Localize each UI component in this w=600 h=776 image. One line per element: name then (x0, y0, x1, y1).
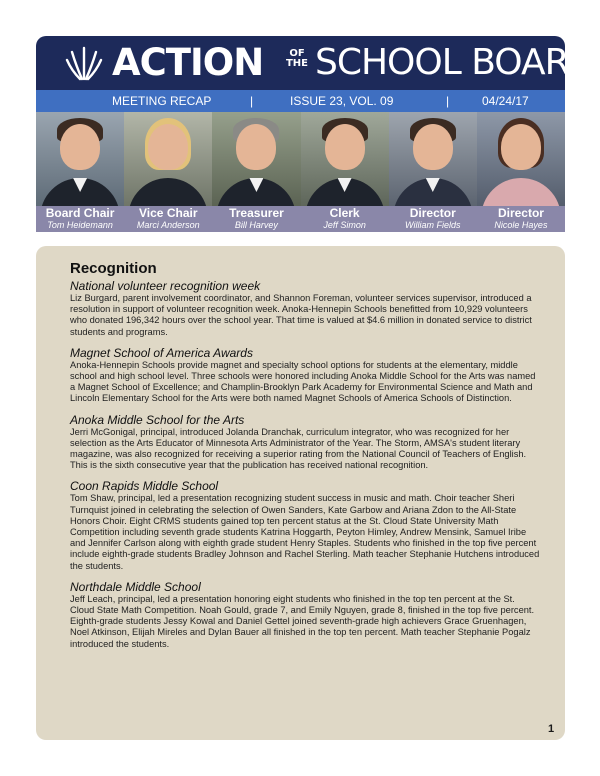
title-school-board: SCHOOL BOARD (315, 42, 596, 83)
portrait-face (148, 124, 188, 170)
section-title: Northdale Middle School (70, 579, 201, 594)
portrait-face (236, 124, 276, 170)
band-separator: | (446, 94, 450, 108)
title-action: ACTION (112, 41, 264, 84)
portrait-face (501, 124, 541, 170)
member-role: Director (409, 206, 456, 220)
board-labels (36, 206, 565, 232)
member-name: William Fields (405, 220, 461, 230)
section-body: Tom Shaw, principal, led a presentation recognizing student success in music and math. Choir teacher Sheri Turnquist joined in celebrating the selection of Owen Sanders, Kate Garbow and Ariana Zdon to the All-State Honors Choir. Eight CRMS students gained top ten percent status at the St. Cloud State University Math Competition including seventh grade students Katrina Hoggarth, Peyton Himley, Andrew Mensink, Samuel Iribe and Jennifer Carlson along with eighth grade student Henry Staples. Students who finished in the top five percent include eighth-grade students Bradley Johnson and Rachel Sterling. Math teacher Stephanie Hutchens introduced the students. (70, 493, 540, 571)
section-title: Coon Rapids Middle School (70, 479, 219, 494)
portrait-face (325, 124, 365, 170)
issue-band (36, 90, 565, 112)
member-name: Tom Heidemann (47, 220, 113, 230)
recognition-heading: Recognition (70, 260, 157, 277)
member-name: Marci Anderson (136, 220, 200, 230)
board-member-photo (301, 112, 389, 206)
portrait-face (60, 124, 100, 170)
date-label: 04/24/17 (482, 94, 529, 108)
recognition-section (70, 580, 540, 650)
section-body: Jeff Leach, principal, led a presentation honoring eight students who finished in the top ten percent at the St. Cloud State Math Competition. Noah Gould, grade 7, and Emily Nguyen, grade 8, finished in the top five percent. Eighth-grade students Jessy Kowal and Daniel Gettel joined seventh-grade high achievers Grace Gruenhagen, Noel Atkinson, Elijah Mireles and Dylan Bauer all finished in the top ten percent. Math teacher Stephanie Pogalz introduced the students. (70, 593, 535, 649)
member-role: Board Chair (45, 206, 115, 220)
board-member-photo (124, 112, 212, 206)
board-member-photo (389, 112, 477, 206)
member-name: Jeff Simon (323, 220, 366, 230)
recognition-section (70, 413, 540, 472)
member-name: Nicole Hayes (494, 220, 548, 230)
member-role: Treasurer (229, 206, 284, 220)
wheat-logo-icon (66, 46, 102, 80)
band-separator: | (250, 94, 254, 108)
member-role: Vice Chair (139, 206, 198, 220)
board-member-photo (212, 112, 300, 206)
member-name: Bill Harvey (234, 220, 278, 230)
board-member-label (389, 206, 477, 232)
board-member-label (124, 206, 212, 232)
recognition-content (70, 260, 540, 658)
recognition-panel (36, 246, 565, 740)
section-body: Anoka-Hennepin Schools provide magnet and specialty school options for students at the elementary, middle school and high school level. Three schools were honored including Anoka Middle School for the Arts was named a Magnet School of Excellence; and Champlin-Brooklyn Park Academy for Environmental Science and Math and Lincoln Elementary School for the Arts were both named Magnet Schools of America Schools of Distinction. (70, 359, 536, 404)
issue-label: ISSUE 23, VOL. 09 (290, 94, 394, 108)
section-body: Liz Burgard, parent involvement coordinator, and Shannon Foreman, volunteer services supervisor, introduced a resolution in support of volunteer recognition week. Anoka-Hennepin Schools benefitted from 10,929 volunteers who donated 196,342 hours over the school year. That time is valued at $4.6 million in donated service to district students and programs. (70, 293, 532, 337)
recognition-section (70, 279, 540, 338)
portrait-face (413, 124, 453, 170)
recognition-section (70, 346, 540, 405)
section-title: National volunteer recognition week (70, 279, 261, 293)
title-of-the (285, 49, 309, 69)
board-member-photo (477, 112, 565, 206)
board-member-label (477, 206, 565, 232)
section-body: Jerri McGonigal, principal, introduced Jolanda Dranchak, curriculum integrator, who was recognized for her selection as the Arts Educator of Minnesota Arts Administrator of the Year. The Storm, AMSA's student literary magazine, was also recognized for receiving a superior rating from the National Council of Teachers of English. This is the sixth consecutive year that the publication has received national recognition. (70, 426, 527, 471)
page-number: 1 (548, 723, 555, 735)
title-of: OF (289, 48, 305, 59)
board-photos (36, 112, 565, 206)
recognition-section (70, 479, 540, 571)
section-title: Anoka Middle School for the Arts (70, 412, 245, 427)
board-member-label (36, 206, 124, 232)
section-title: Magnet School of America Awards (70, 345, 253, 360)
title-the: THE (285, 58, 309, 69)
masthead (36, 36, 596, 90)
member-role: Clerk (329, 206, 360, 220)
board-member-photo (36, 112, 124, 206)
member-role: Director (497, 206, 544, 220)
meeting-recap-label: MEETING RECAP (112, 94, 212, 108)
board-member-label (212, 206, 300, 232)
board-member-label (301, 206, 389, 232)
